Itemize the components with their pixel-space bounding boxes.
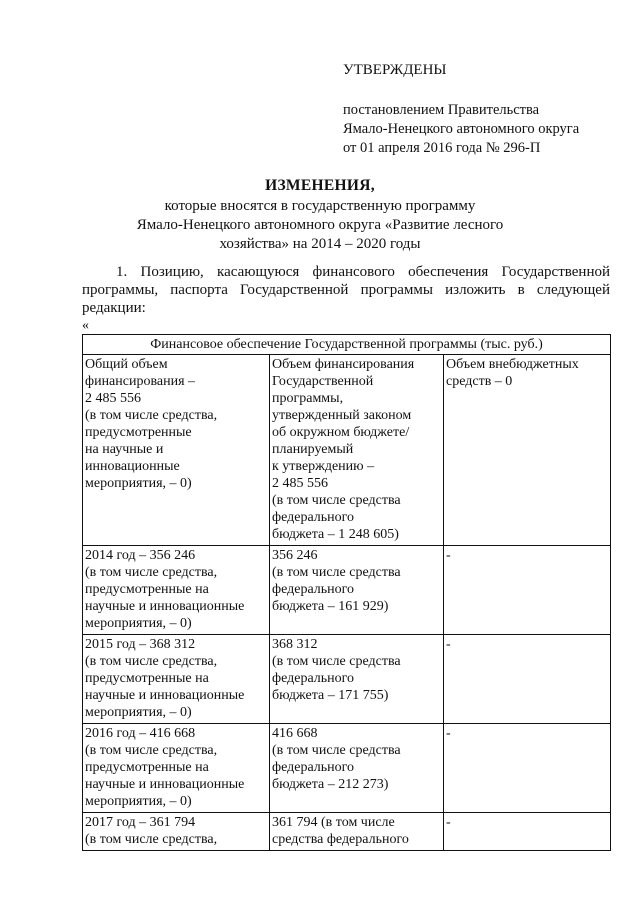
- approval-line: Ямало-Ненецкого автономного округа: [343, 121, 580, 137]
- cell-text-line: (в том числе средства,: [85, 832, 218, 847]
- approval-line: от 01 апреля 2016 года № 296-П: [343, 140, 541, 156]
- cell-text-line: средства федерального: [272, 832, 409, 847]
- cell-text-line: -: [446, 548, 451, 563]
- body-paragraph: 1. Позицию, касающуюся финансового обеспечения Государственной программы, паспорта Государственной программы изложить в следующей редакции:: [82, 264, 610, 316]
- cell-text-line: 2017 год – 361 794: [85, 815, 196, 830]
- table-cell-col2: [270, 813, 444, 851]
- table-row: [83, 724, 611, 813]
- cell-text-line: предусмотренные на: [85, 671, 209, 686]
- table-row: [83, 546, 611, 635]
- cell-text-line: (в том числе средства,: [85, 408, 218, 423]
- heading-line: Ямало-Ненецкого автономного округа «Развитие лесного: [136, 217, 504, 233]
- cell-text-line: бюджета – 171 755): [272, 688, 389, 703]
- financing-table: [82, 334, 611, 851]
- table-row: [83, 355, 611, 546]
- table-cell-col2: [270, 546, 444, 635]
- cell-text-line: -: [446, 726, 451, 741]
- heading-line: хозяйства» на 2014 – 2020 годы: [219, 236, 421, 252]
- cell-text-line: мероприятия, – 0): [85, 616, 192, 631]
- cell-text-line: к утверждению –: [272, 459, 375, 474]
- cell-text-line: инновационные: [85, 459, 180, 474]
- cell-text-line: научные и инновационные: [85, 777, 245, 792]
- cell-text-line: Объем финансирования: [272, 357, 415, 372]
- cell-text-line: средств – 0: [446, 374, 513, 389]
- table-cell-col1: [83, 724, 270, 813]
- cell-text-line: мероприятия, – 0): [85, 794, 192, 809]
- cell-text-line: бюджета – 1 248 605): [272, 527, 399, 542]
- cell-text-line: мероприятия, – 0): [85, 476, 192, 491]
- opening-quote: «: [82, 318, 89, 333]
- table-cell-col1: [83, 813, 270, 851]
- cell-text-line: 368 312: [272, 637, 318, 652]
- heading-line: которые вносятся в государственную программу: [164, 198, 476, 214]
- cell-text-line: 361 794 (в том числе: [272, 815, 395, 830]
- table-cell-col3: [444, 813, 611, 851]
- cell-text-line: -: [446, 637, 451, 652]
- table-caption: Финансовое обеспечение Государственной программы (тыс. руб.): [83, 335, 611, 355]
- cell-text-line: (в том числе средства: [272, 654, 401, 669]
- cell-text-line: 2 485 556: [85, 391, 141, 406]
- cell-text-line: 2014 год – 356 246: [85, 548, 196, 563]
- cell-text-line: предусмотренные: [85, 425, 192, 440]
- cell-text-line: (в том числе средства: [272, 743, 401, 758]
- table-cell-col2: [270, 635, 444, 724]
- cell-text-line: финансирования –: [85, 374, 196, 389]
- table-cell-col1: [83, 546, 270, 635]
- cell-text-line: 2015 год – 368 312: [85, 637, 196, 652]
- cell-text-line: (в том числе средства: [272, 493, 401, 508]
- cell-text-line: 2016 год – 416 668: [85, 726, 196, 741]
- cell-text-line: планируемый: [272, 442, 354, 457]
- cell-text-line: (в том числе средства,: [85, 743, 218, 758]
- table-cell-col1: [83, 355, 270, 546]
- cell-text-line: программы,: [272, 391, 344, 406]
- cell-text-line: (в том числе средства: [272, 565, 401, 580]
- table-cell-col2: [270, 355, 444, 546]
- cell-text-line: мероприятия, – 0): [85, 705, 192, 720]
- document-title: ИЗМЕНЕНИЯ,: [265, 177, 375, 194]
- cell-text-line: утвержденный законом: [272, 408, 412, 423]
- table-cell-col1: [83, 635, 270, 724]
- table-cell-col3: [444, 724, 611, 813]
- cell-text-line: федерального: [272, 671, 355, 686]
- cell-text-line: бюджета – 161 929): [272, 599, 389, 614]
- cell-text-line: (в том числе средства,: [85, 565, 218, 580]
- cell-text-line: федерального: [272, 760, 355, 775]
- cell-text-line: об окружном бюджете/: [272, 425, 410, 440]
- document-heading: [60, 176, 580, 254]
- cell-text-line: федерального: [272, 582, 355, 597]
- approval-block: [343, 60, 623, 158]
- table-row: [83, 635, 611, 724]
- table-cell-col3: [444, 546, 611, 635]
- approval-line: постановлением Правительства: [343, 102, 540, 118]
- cell-text-line: Государственной: [272, 374, 374, 389]
- cell-text-line: предусмотренные на: [85, 582, 209, 597]
- table-body: [83, 355, 611, 851]
- table-cell-col3: [444, 635, 611, 724]
- cell-text-line: бюджета – 212 273): [272, 777, 389, 792]
- cell-text-line: Общий объем: [85, 357, 168, 372]
- cell-text-line: 2 485 556: [272, 476, 328, 491]
- cell-text-line: на научные и: [85, 442, 164, 457]
- cell-text-line: научные и инновационные: [85, 599, 245, 614]
- approval-title: УТВЕРЖДЕНЫ: [343, 62, 447, 78]
- cell-text-line: предусмотренные на: [85, 760, 209, 775]
- table-cell-col2: [270, 724, 444, 813]
- cell-text-line: федерального: [272, 510, 355, 525]
- cell-text-line: Объем внебюджетных: [446, 357, 579, 372]
- cell-text-line: 356 246: [272, 548, 318, 563]
- cell-text-line: научные и инновационные: [85, 688, 245, 703]
- cell-text-line: (в том числе средства,: [85, 654, 218, 669]
- cell-text-line: -: [446, 815, 451, 830]
- table-cell-col3: [444, 355, 611, 546]
- table-row: [83, 813, 611, 851]
- cell-text-line: 416 668: [272, 726, 318, 741]
